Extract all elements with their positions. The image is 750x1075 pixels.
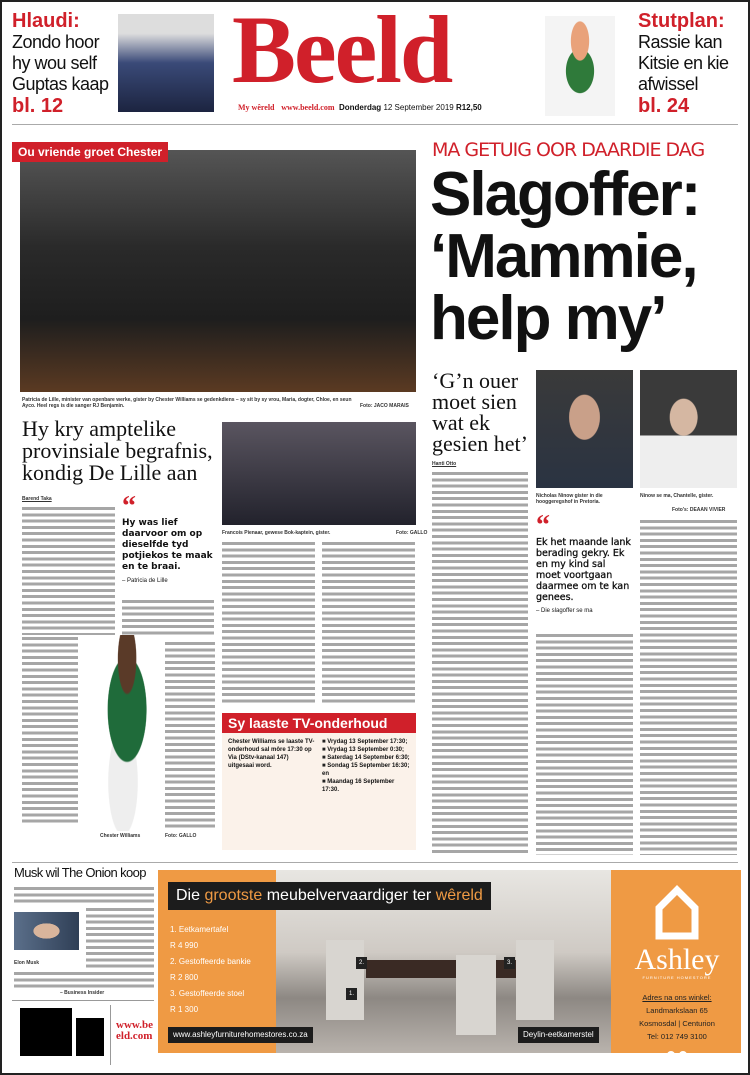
ashley-brand-panel [613, 870, 741, 1053]
byline: Barend Taka [22, 496, 52, 502]
tv-schedule [322, 738, 410, 794]
photo-caption: Francois Pienaar, gewese Bok-kaptein, gister. [222, 530, 331, 536]
section-tag: Ou vriende groet Chester [12, 142, 168, 162]
divider [12, 862, 738, 863]
teaser-page: bl. 12 [12, 95, 64, 117]
ad-item-list [170, 922, 251, 1018]
body-text [640, 518, 737, 855]
logo[interactable]: Beeld [232, 0, 452, 103]
pull-quote [536, 510, 633, 615]
schedule-item: ■ Sondag 15 September 16:30; en [322, 762, 410, 778]
item-name: 3. Gestoffeerde stoel [170, 989, 245, 998]
quote-source: – Die slagoffer se ma [536, 608, 593, 614]
set-name: Deylin-eetkamerstel [518, 1027, 599, 1043]
quote-source: – Patricia de Lille [122, 578, 168, 584]
photo-caption: Patricia de Lille, minister van openbare werke, gister by Chester Williams se gedenkdiens – sy sit by sy vrou, Maria, dogter, Chloe, en seun Ayco. Heel regs is die sanger RJ Benjamin. [22, 397, 352, 409]
divider [12, 124, 738, 125]
item-marker: 1. [346, 988, 357, 1000]
item-marker: 3. [504, 957, 515, 969]
body-text [432, 470, 528, 855]
musk-photo [14, 912, 79, 950]
rugby-player-photo [82, 635, 164, 831]
brief-headline[interactable]: Musk wil The Onion koop [14, 865, 146, 880]
item-name: 2. Gestoffeerde bankie [170, 957, 251, 966]
chair [326, 940, 364, 1020]
item-name: 1. Eetkamertafel [170, 925, 229, 934]
barcode [20, 1008, 72, 1056]
teaser-kicker: Stutplan: [638, 10, 725, 32]
teaser-text: Zondo hoor hy wou self Guptas kaap [12, 32, 109, 94]
photo-credit: Foto: JACO MARAIS [360, 403, 409, 409]
photo-caption: Elon Musk [14, 960, 40, 966]
photo-caption: Nicholas Ninow gister in die hooggeregshof in Pretoria. [536, 493, 603, 505]
body-text [222, 540, 315, 705]
hlaudi-photo [118, 14, 214, 112]
barcode-addon [76, 1018, 104, 1056]
chair [456, 955, 496, 1035]
quote-mark-icon: “ [122, 491, 136, 522]
address-line: Kosmosdal | Centurion [639, 1019, 715, 1028]
photo-credit: Foto's: DEAAN VIVIER [672, 507, 726, 513]
photo-credit: Foto: GALLO [165, 833, 197, 839]
teaser-kicker: Hlaudi: [12, 10, 80, 32]
date: 12 September 2019 [383, 103, 454, 112]
item-price: R 1 300 [170, 1005, 199, 1014]
address-label: Adres na ons winkel: [642, 993, 712, 1002]
mother-photo [640, 370, 737, 488]
day: Donderdag [338, 103, 382, 112]
body-text [86, 906, 154, 970]
headline[interactable]: Hy kry amptelike provinsiale begrafnis, kondig De Lille aan [22, 416, 213, 485]
body-text [122, 598, 214, 638]
teaser-text: Rassie kan Kitsie en kie afwissel [638, 32, 729, 94]
body-text [22, 505, 115, 635]
body-text [322, 540, 415, 705]
ad-headline: Die grootste meubelvervaardiger ter wêreld [168, 882, 491, 910]
body-text [536, 632, 633, 855]
schedule-item: ■ Vrydag 13 September 17:30; [322, 738, 410, 746]
facebook-icon[interactable] [667, 1051, 675, 1059]
house-logo-icon [655, 884, 699, 940]
main-headline[interactable]: Slagoffer: ‘Mammie, help my’ [430, 160, 700, 353]
instagram-icon[interactable] [679, 1051, 687, 1059]
quote-mark-icon: “ [536, 510, 550, 541]
byline: Hanti Otto [432, 461, 457, 467]
ashley-ad[interactable] [158, 870, 741, 1053]
tv-box [222, 713, 416, 850]
chair [516, 940, 554, 1020]
quote-text: Hy was lief daarvoor om op dieselfde tyd potjiekos te maak en te braai. [122, 518, 213, 572]
divider [110, 1005, 111, 1065]
subheadline: ‘G’n ouer moet sien wat ek gesien het’ [432, 368, 528, 456]
photo-credit: Foto: GALLO [396, 530, 428, 536]
pull-quote [122, 491, 214, 585]
tv-box-intro: Chester Williams se laaste TV-onderhoud sal môre 17:30 op Via (DStv-kanaal 147) uitgesaai word. [228, 739, 315, 769]
item-price: R 4 990 [170, 941, 199, 950]
kicker: MA GETUIG OOR DAARDIE DAG [432, 139, 705, 161]
ad-url[interactable]: www.ashleyfurniturehomestores.co.za [168, 1027, 313, 1043]
price: R12,50 [455, 103, 482, 112]
phone: Tel: 012 749 3100 [647, 1032, 707, 1041]
tv-box-title: Sy laaste TV-onderhoud [222, 713, 416, 733]
teaser-page: bl. 24 [638, 95, 690, 117]
photo-caption: Chester Williams [100, 833, 141, 839]
left-teaser[interactable] [12, 10, 118, 117]
item-price: R 2 800 [170, 973, 199, 982]
schedule-item: ■ Maandag 16 September 17:30. [322, 778, 410, 794]
brand-sub: FURNITURE HOMESTORE [642, 975, 712, 980]
accused-photo [536, 370, 633, 488]
body-text [14, 970, 154, 988]
body-text [165, 640, 215, 830]
body-text [14, 885, 154, 905]
divider [12, 1000, 154, 1001]
tagline: My wêreld [238, 103, 275, 112]
item-marker: 2. [356, 957, 367, 969]
quote-text: Ek het maande lank berading gekry. Ek en my kind sal moet voortgaan daarmee om te kan genees. [536, 537, 631, 603]
brief-source: – Business Insider [60, 990, 105, 996]
schedule-item: ■ Saterdag 14 September 6:30; [322, 754, 410, 762]
cartoon-illustration [545, 16, 615, 116]
brand-name: Ashley [634, 943, 720, 976]
right-teaser[interactable] [638, 10, 742, 117]
funeral-crowd-photo [20, 150, 416, 392]
footer-url[interactable]: www.beeld.com [116, 1019, 153, 1042]
photo-caption: Ninow se ma, Chantelle, gister. [640, 493, 714, 499]
schedule-item: ■ Vrydag 13 September 0:30; [322, 746, 410, 754]
address-line: Landmarkslaan 65 [646, 1006, 708, 1015]
crowd-photo [222, 422, 416, 525]
body-text [22, 635, 78, 825]
masthead-tagline [238, 103, 482, 113]
site-url[interactable]: www.beeld.com [281, 103, 335, 112]
